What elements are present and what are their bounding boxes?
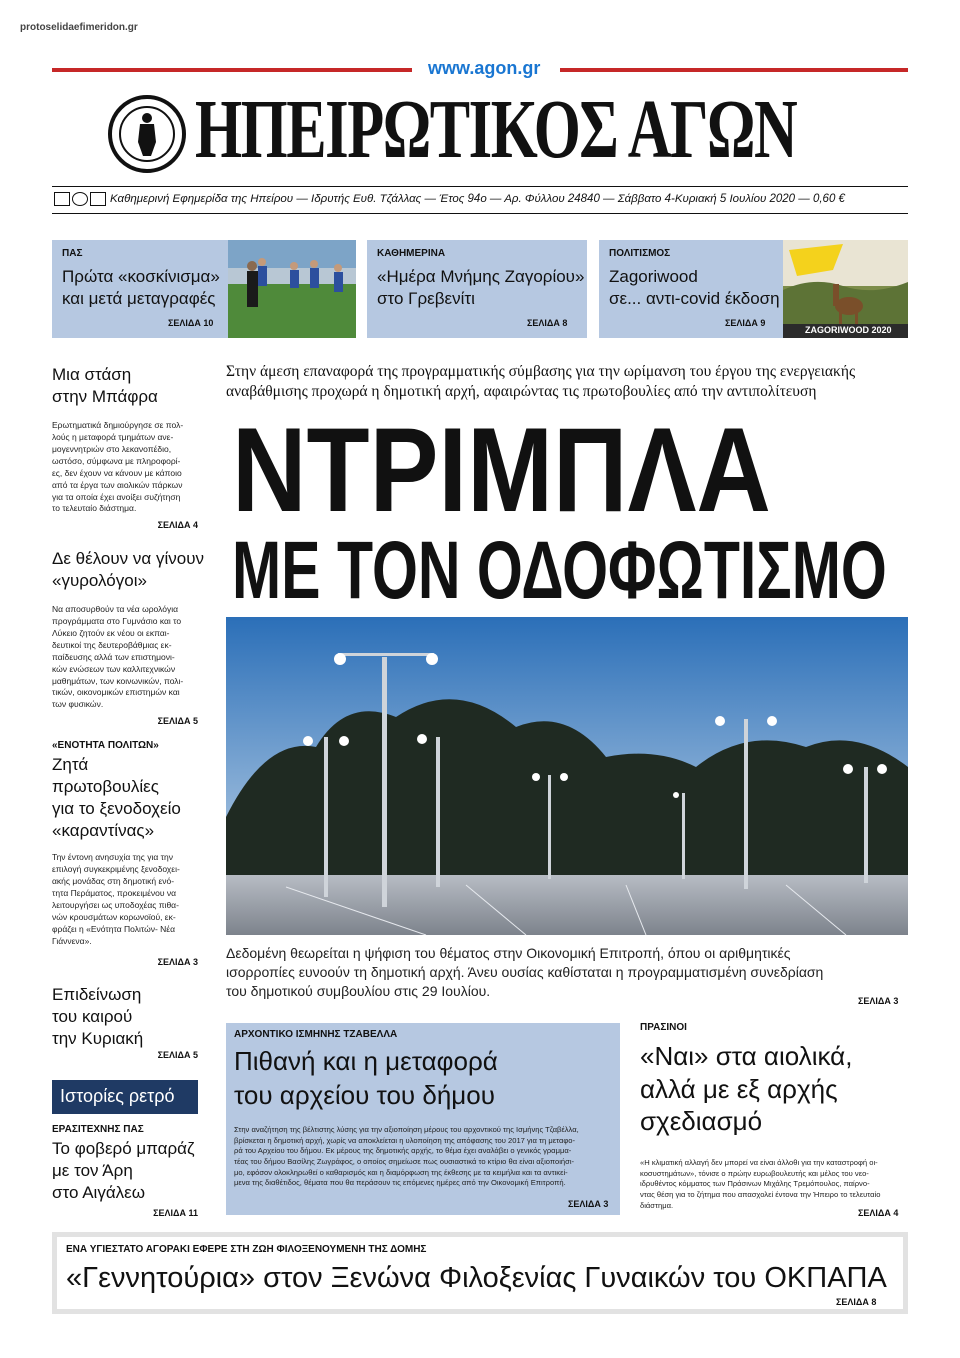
story-title: την Κυριακή (52, 1029, 144, 1049)
story-text: Να αποσυρθούν τα νέα ωρολόγια προγράμματα στο Γυμνάσιο και το Λύκειο ζητούν εκ νέου οι εκπαι- δευτικοί της δευτεροβάθμιας εκ- παίδευσης αλλά των επιστημονι- κών ενώσεων των καλλιτεχνικών μαθημάτων, των κοινωνικών, πολι- τικών, οικονομικών επιστημών και των φυσικών. (52, 604, 184, 710)
story-page: ΣΕΛΙΔΑ 5 (157, 716, 198, 726)
partner-logo-icon (54, 192, 70, 206)
header-rule-right (560, 68, 908, 72)
left-story-quarantine-hotel[interactable] (52, 740, 202, 948)
lead-headline-line2: ΜΕ ΤΟΝ ΟΔΟΦΩΤΙΣΜΟ (232, 525, 887, 616)
story-title: του αρχείου του δήμου (234, 1080, 495, 1110)
story-title: του καιρού (52, 1007, 133, 1027)
lead-caption: Δεδομένη θεωρείται η ψήφιση του θέματος στην Οικονομική Επιτροπή, όπου οι αριθμητικές ισορροπίες ευνοούν τη δημοτική αρχή. Άνευ ουσίας καθίσταται η προγραμματισμένη συνεδρίαση του δημοτικού συμβουλίου στις 29 Ιουλίου. (226, 945, 824, 999)
seal-figure-icon (132, 112, 162, 158)
story-page: ΣΕΛΙΔΑ 4 (858, 1208, 899, 1218)
story-page: ΣΕΛΙΔΑ 3 (568, 1199, 609, 1209)
teaser-politismos[interactable] (599, 240, 783, 338)
teaser-kathimerina[interactable] (367, 240, 587, 338)
story-page: ΣΕΛΙΔΑ 11 (153, 1208, 198, 1218)
issue-info-line: Καθημερινή Εφημερίδα της Ηπείρου — Ιδρυτής Ευθ. Τζάλλας — Έτος 94ο — Αρ. Φύλλου 24840 — Σάββατο 4-Κυριακή 5 Ιουλίου 2020 — 0,60 € (110, 193, 845, 205)
source-site-label: protoselidaefimeridon.gr (20, 22, 138, 33)
story-title: Μια στάση (52, 365, 132, 384)
teaser-title: Πρώτα «κοσκίνισμα» (62, 267, 220, 286)
lead-kicker: Στην άμεση επαναφορά της προγραμματικής σύμβασης για την ωρίμανση του έργου της ενεργειακής αναβάθμισης προχωρά η δημοτική αρχή, αφαιρώντας τις πρωτοβουλίες από την αντιπολίτευση (226, 363, 856, 401)
left-story-teachers[interactable] (52, 548, 202, 711)
zagoriwood-poster-art (783, 240, 908, 338)
greens-story-title[interactable]: «Ναι» στα αιολικά, αλλά με εξ αρχής σχεδιασμό (640, 1041, 853, 1136)
archive-story-box[interactable] (226, 1023, 620, 1215)
story-section: ΕΡΑΣΙΤΕΧΝΗΣ ΠΑΣ (52, 1124, 144, 1135)
story-title: Δε θέλουν να γίνουν (52, 549, 204, 568)
story-section: ΑΡΧΟΝΤΙΚΟ ΙΣΜΗΝΗΣ ΤΖΑΒΕΛΛΑ (234, 1029, 398, 1040)
teaser-title: «Ημέρα Μνήμης Ζαγορίου» (377, 267, 585, 286)
story-text: Την έντονη ανησυχία της για την επιλογή συγκεκριμένης ξενοδοχει- ακής μονάδας στη δημοτική ενό- τητα Περάματος, προκειμένου να λειτουργήσει ως υποδοχέας πιθα- νών κρουσμάτων κορωνοϊού, εκ- φράζει η «Ενότητα Πολιτών- Νέα Γιάννενα». (52, 852, 180, 946)
lead-page: ΣΕΛΙΔΑ 3 (858, 996, 899, 1006)
football-training-photo (228, 240, 356, 338)
teaser-section: ΠΟΛΙΤΙΣΜΟΣ (609, 248, 671, 259)
website-link[interactable]: www.agon.gr (420, 58, 548, 79)
teaser-page: ΣΕΛΙΔΑ 10 (168, 318, 214, 328)
left-story-bafra[interactable] (52, 364, 202, 515)
partner-logo-icon (90, 192, 106, 206)
story-section: «ΕΝΟΤΗΤΑ ΠΟΛΙΤΩΝ» (52, 740, 159, 751)
story-title: Πιθανή και η μεταφορά (234, 1046, 498, 1076)
story-title: «καραντίνας» (52, 821, 155, 841)
story-page: ΣΕΛΙΔΑ 5 (157, 1050, 198, 1060)
story-section: ΕΝΑ ΥΓΙΕΣΤΑΤΟ ΑΓΟΡΑΚΙ ΕΦΕΡΕ ΣΤΗ ΖΩΗ ΦΙΛΟΞΕΝΟΥΜΕΝΗ ΤΗΣ ΔΟΜΗΣ (66, 1244, 427, 1255)
story-text: Ερωτηματικά δημιούργησε σε πολ- λούς η μεταφορά τμημάτων ανε- μογεννητριών στο λεκανοπέδιο, ωστόσο, σύμφωνα με πληροφορί- ες, δεν έχουν να κάνουν με κάποιο από τα έργα των αιολικών πάρκων για τα οποία έχει ανοίξει συζήτηση το τελευταίο διάστημα. (52, 420, 184, 514)
story-text: «Η κλιματική αλλαγή δεν μπορεί να είναι άλλοθι για την καταστροφή οι- κοσυστημάτων», τόνισε ο πρώην ευρωβουλευτής και μέλος του νεο- ιδρυθέντος κόμματος των Πράσινων Μιχάλης Τρεμόπουλος, παίρνο- ντας θέση για το ζήτημα που απασχολεί έντονα την Ήπειρο το τελευταίο διάστημα. (640, 1158, 881, 1210)
teaser-page: ΣΕΛΙΔΑ 8 (527, 318, 568, 328)
zagoriwood-poster (783, 240, 908, 338)
teaser-page: ΣΕΛΙΔΑ 9 (725, 318, 766, 328)
teaser-title: Zagoriwood (609, 267, 698, 286)
story-title: με τον Άρη (52, 1161, 133, 1181)
masthead-title: ΗΠΕΙΡΩΤΙΚΟΣ ΑΓΩΝ (195, 83, 797, 176)
left-story-weather[interactable] (52, 984, 202, 1050)
left-story-retro[interactable] (52, 1124, 202, 1204)
retro-stories-label: Ιστορίες ρετρό (52, 1080, 198, 1114)
header-rule-left (52, 68, 412, 72)
story-section: ΠΡΑΣΙΝΟΙ (640, 1022, 687, 1033)
story-page: ΣΕΛΙΔΑ 4 (157, 520, 198, 530)
story-title: Ζητά (52, 755, 89, 774)
teaser-title: σε... αντι-covid έκδοση (609, 289, 780, 308)
story-title: για το ξενοδοχείο (52, 799, 181, 819)
teaser-pas[interactable] (52, 240, 228, 338)
street-lights-photo (226, 617, 908, 935)
story-title: «γυρολόγοι» (52, 571, 147, 591)
story-text: Στην αναζήτηση της βέλτιστης λύσης για την αξιοποίηση μέρους του αρχοντικού της Ισμήνης Τζαβέλλα, βρίσκεται η δημοτική αρχή, χωρίς να αποκλείεται η υλοποίηση της απόφασης του 2017 για τη μεταφο- ρά του Αρχείου του δήμου. Εκ μέρους της δημοτικής αρχής, το θέμα έχει αναλάβει ο γενικός γραμμα- τέας του δήμου Βασίλης Ζωγράφος, ο οποίος σημείωσε πως ουσιαστικά το κτίριο θα είναι αξιοποιήσι- μο, εφόσον ολοκληρωθεί ο καθαρισμός και η διαμόρφωση της έκθεσης με τα κειμήλια και τα αντικεί- μενα της διαθέτιδος, θέματα που θα περάσουν τις επόμενες ημέρες από την Οικονομική Επιτροπή. (234, 1125, 579, 1188)
story-page: ΣΕΛΙΔΑ 3 (157, 957, 198, 967)
lead-headline-line1: ΝΤΡΙΜΠΛΑ (232, 403, 771, 537)
poster-label: ZAGORIWOOD 2020 (805, 325, 892, 335)
teaser-section: ΠΑΣ (62, 248, 83, 259)
story-title: στο Αιγάλεω (52, 1183, 146, 1203)
story-title: Επιδείνωση (52, 985, 142, 1004)
story-title: Το φοβερό μπαράζ (52, 1139, 195, 1158)
teaser-title: και μετά μεταγραφές (62, 289, 216, 308)
teaser-section: ΚΑΘΗΜΕΡΙΝΑ (377, 248, 446, 259)
partner-logo-icon (72, 192, 88, 206)
story-title: στην Μπάφρα (52, 387, 158, 407)
teaser-title: στο Γρεβενίτι (377, 289, 475, 308)
story-page: ΣΕΛΙΔΑ 8 (836, 1297, 877, 1307)
story-title: πρωτοβουλίες (52, 777, 159, 797)
bottom-story-title[interactable]: «Γεννητούρια» στον Ξενώνα Φιλοξενίας Γυναικών του ΟΚΠΑΠΑ (66, 1262, 887, 1294)
